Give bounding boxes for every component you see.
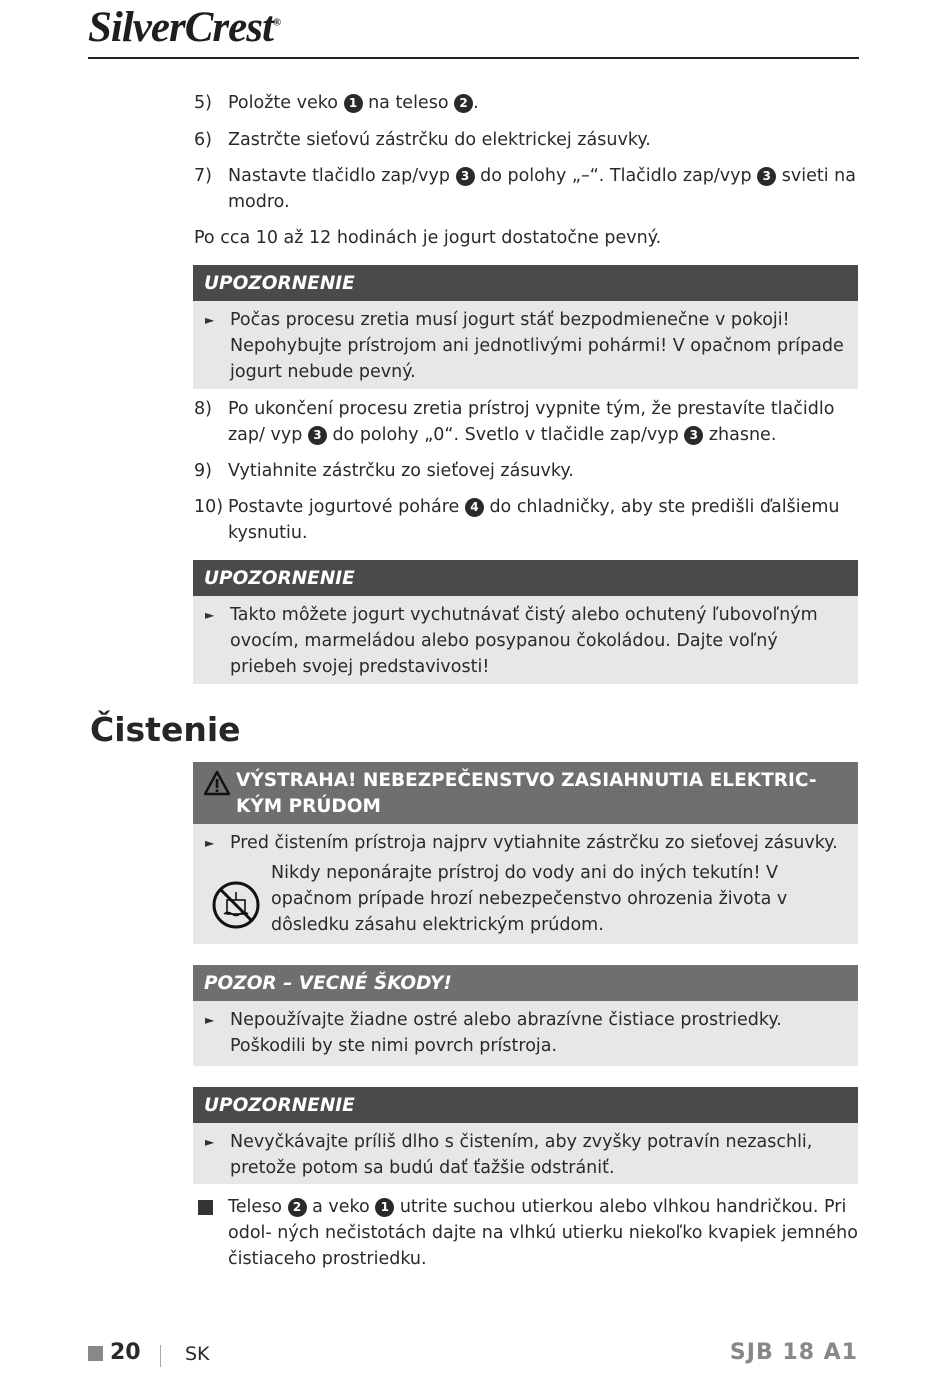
step-8 [194,396,858,448]
step-7 [194,163,858,215]
step-number: 8) [194,399,212,419]
note-item [193,1123,858,1181]
callout-badge: 3 [757,167,776,186]
square-bullet-item [198,1194,858,1272]
caution-item [193,1001,858,1059]
step-number: 5) [194,93,212,113]
arrow-bullet-icon: ► [205,608,215,622]
note-title: UPOZORNENIE [193,265,858,301]
footer-divider [160,1345,161,1367]
note-title: UPOZORNENIE [193,560,858,596]
bullet-text: Teleso 2 a veko 1 utrite suchou utierkou alebo vlhkou handričkou. Pri odol- ných nečistotách dajte na vlhkú utierku niekoľko kvapiek jemného čistiaceho prostriedku. [228,1197,858,1269]
step-text: Po ukončení procesu zretia prístroj vypnite tým, že prestavíte tlačidlo zap/ vyp 3 do polohy „0“. Svetlo v tlačidle zap/vyp 3 zhasne. [228,399,835,445]
note-text: Počas procesu zretia musí jogurt stáť bezpodmienečne v pokoji! Nepohybujte prístrojom ani jednotlivými pohármi! V opačnom prípade jogurt nebude pevný. [230,310,844,382]
paragraph: Po cca 10 až 12 hodinách je jogurt dostatočne pevný. [194,228,662,248]
arrow-bullet-icon: ► [205,836,215,850]
warning-detail-text: Nikdy neponárajte prístroj do vody ani do iných tekutín! V opačnom prípade hrozí nebezpečenstvo ohrozenia života v dôsledku zásahu elektrickým prúdom. [271,863,788,935]
step-10 [194,494,858,546]
caution-title: POZOR – VECNÉ ŠKODY! [193,965,858,1001]
step-number: 7) [194,166,212,186]
arrow-bullet-icon: ► [205,313,215,327]
step-text: Vytiahnite zástrčku zo sieťovej zásuvky. [228,461,574,481]
step-5 [194,90,858,116]
arrow-bullet-icon: ► [205,1013,215,1027]
note-item [193,596,858,680]
callout-badge: 3 [456,167,475,186]
caution-box [193,965,858,1066]
callout-badge: 2 [288,1198,307,1217]
note-title: UPOZORNENIE [193,1087,858,1123]
registered-mark-icon: ® [272,16,281,29]
warning-bullet-text: Pred čistením prístroja najprv vytiahnite zástrčku zo sieťovej zásuvky. [230,833,838,853]
step-number: 6) [194,130,212,150]
warning-header [193,762,858,824]
warning-detail [193,856,858,938]
header-divider [88,57,859,59]
step-text: Položte veko 1 na teleso 2 . [228,93,479,113]
step-number: 9) [194,461,212,481]
callout-badge: 4 [465,498,484,517]
arrow-bullet-icon: ► [205,1135,215,1149]
callout-badge: 1 [375,1198,394,1217]
no-immersion-icon [211,860,271,938]
page-number: 20 [110,1340,141,1365]
step-text: Postavte jogurtové poháre 4 do chladničky, aby ste predišli ďalšiemu kysnutiu. [228,497,840,543]
footer-square-icon [88,1346,103,1361]
caution-text: Nepoužívajte žiadne ostré alebo abrazívne čistiace prostriedky. Poškodili by ste nimi povrch prístroja. [230,1010,782,1056]
callout-badge: 3 [308,426,327,445]
step-6 [194,127,858,153]
model-number: SJB 18 A1 [729,1340,858,1365]
note-text: Takto môžete jogurt vychutnávať čistý alebo ochutený ľubovoľným ovocím, marmeládou alebo posypanou čokoládou. Dajte voľný priebeh svojej predstavivosti! [230,605,818,677]
note-text: Nevyčkávajte príliš dlho s čistením, aby zvyšky potravín nezaschli, pretože potom sa budú dať ťažšie odstrániť. [230,1132,813,1178]
note-item [193,301,858,385]
step-text: Zastrčte sieťovú zástrčku do elektrickej zásuvky. [228,130,651,150]
step-number: 10) [194,497,224,517]
brand-logo-text: SilverCrest [88,4,273,51]
section-title: Čistenie [90,710,241,749]
step-9 [194,458,858,484]
callout-badge: 2 [454,94,473,113]
note-box [193,560,858,684]
warning-triangle-icon [203,770,231,804]
warning-item [193,824,858,856]
note-box [193,265,858,389]
callout-badge: 3 [684,426,703,445]
brand-logo [88,4,280,51]
step-text: Nastavte tlačidlo zap/vyp 3 do polohy „–“. Tlačidlo zap/vyp 3 svieti na modro. [228,166,856,212]
square-bullet-icon [198,1194,228,1272]
language-code: SK [185,1343,210,1365]
warning-box [193,762,858,944]
warning-title: VÝSTRAHA! NEBEZPEČENSTVO ZASIAHNUTIA ELEKTRIC- KÝM PRÚDOM [236,770,817,817]
note-box [193,1087,858,1184]
callout-badge: 1 [344,94,363,113]
